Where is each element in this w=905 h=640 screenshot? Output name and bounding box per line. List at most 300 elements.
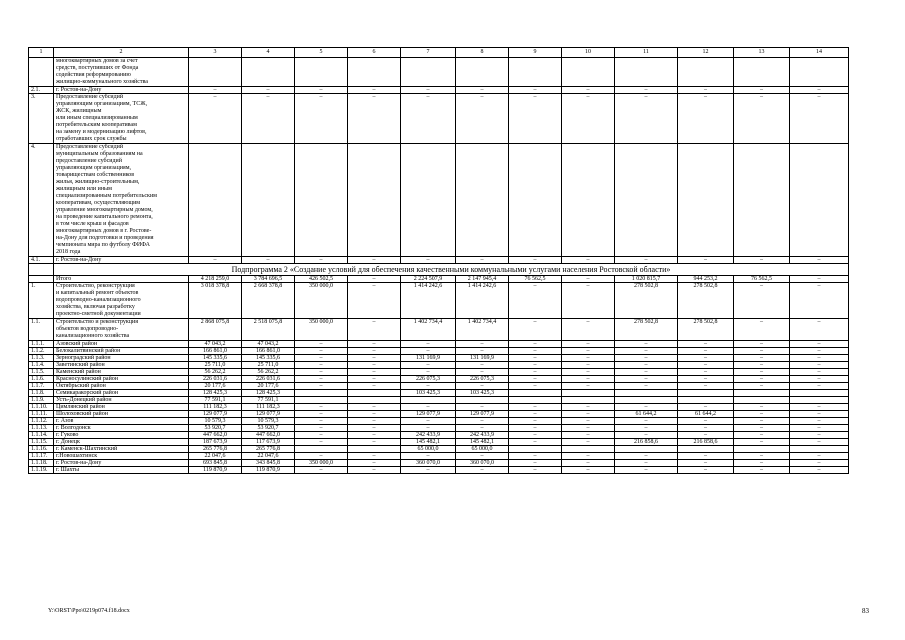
value-cell: – xyxy=(295,257,348,264)
row-number-cell: 1.1.14. xyxy=(29,432,54,439)
value-cell: 65 000,0 xyxy=(401,446,456,453)
value-cell: – xyxy=(678,376,734,383)
value-cell xyxy=(678,446,734,453)
value-cell: – xyxy=(456,467,509,474)
value-cell: 360 070,0 xyxy=(401,460,456,467)
budget-table xyxy=(28,47,849,474)
value-cell: – xyxy=(615,341,678,348)
value-cell xyxy=(615,144,678,257)
row-number-cell: 1.1.2. xyxy=(29,348,54,355)
value-cell: – xyxy=(509,257,562,264)
row-number-cell: 1.1. xyxy=(29,319,54,341)
table-row xyxy=(29,425,849,432)
value-cell: 360 070,0 xyxy=(456,460,509,467)
value-cell: 117 673,9 xyxy=(242,439,295,446)
row-name-cell: Усть-Донецкий район xyxy=(54,397,189,404)
value-cell: – xyxy=(734,404,790,411)
value-cell: – xyxy=(615,453,678,460)
page-number: 83 xyxy=(862,607,869,615)
table-row xyxy=(29,341,849,348)
value-cell: – xyxy=(734,460,790,467)
value-cell: – xyxy=(348,404,401,411)
value-cell: 77 591,1 xyxy=(189,397,242,404)
value-cell: – xyxy=(348,432,401,439)
value-cell: – xyxy=(790,257,849,264)
column-number-cell: 13 xyxy=(734,48,790,58)
subprogram-blank-cell xyxy=(29,264,54,276)
value-cell: – xyxy=(790,460,849,467)
value-cell: 1 402 734,4 xyxy=(456,319,509,341)
value-cell: 128 425,3 xyxy=(242,390,295,397)
value-cell: – xyxy=(509,418,562,425)
row-name-cell: Предоставление субсидий управляющим организациям, ТСЖ, ЖСК, жилищным или иным специализированным потребительским кооперативам на замену и модернизацию лифтов, отработавших срок службы xyxy=(54,94,189,144)
value-cell xyxy=(734,446,790,453)
value-cell xyxy=(790,397,849,404)
table-row xyxy=(29,87,849,94)
value-cell: – xyxy=(509,453,562,460)
row-number-cell: 1.1.9. xyxy=(29,397,54,404)
value-cell: – xyxy=(456,348,509,355)
value-cell: – xyxy=(734,411,790,418)
value-cell: – xyxy=(790,467,849,474)
value-cell: – xyxy=(242,87,295,94)
value-cell: – xyxy=(678,425,734,432)
value-cell: – xyxy=(562,411,615,418)
value-cell: – xyxy=(734,319,790,341)
row-number-cell: 1.1.4. xyxy=(29,362,54,369)
value-cell: – xyxy=(348,383,401,390)
value-cell xyxy=(562,58,615,87)
value-cell: – xyxy=(678,355,734,362)
value-cell: – xyxy=(678,453,734,460)
table-row xyxy=(29,257,849,264)
value-cell xyxy=(562,390,615,397)
value-cell: – xyxy=(734,376,790,383)
value-cell: – xyxy=(678,383,734,390)
value-cell: – xyxy=(295,411,348,418)
value-cell: – xyxy=(509,383,562,390)
value-cell: – xyxy=(509,87,562,94)
value-cell: 343 845,8 xyxy=(242,460,295,467)
value-cell xyxy=(401,144,456,257)
value-cell: – xyxy=(615,467,678,474)
value-cell: 77 591,1 xyxy=(242,397,295,404)
value-cell: – xyxy=(615,460,678,467)
value-cell xyxy=(242,58,295,87)
value-cell: – xyxy=(734,94,790,144)
value-cell: 166 861,0 xyxy=(189,348,242,355)
row-name-cell: Красносулинский район xyxy=(54,376,189,383)
value-cell: 129 077,9 xyxy=(189,411,242,418)
row-number-cell: 1.1.13. xyxy=(29,425,54,432)
value-cell xyxy=(562,144,615,257)
value-cell: 56 262,2 xyxy=(189,369,242,376)
value-cell: – xyxy=(734,257,790,264)
row-name-cell: Каменский район xyxy=(54,369,189,376)
value-cell: 278 502,8 xyxy=(615,283,678,319)
value-cell: – xyxy=(242,257,295,264)
value-cell: – xyxy=(348,257,401,264)
value-cell: 2 668 378,8 xyxy=(242,283,295,319)
value-cell: 22 047,6 xyxy=(242,453,295,460)
row-number-cell: 1.1.17. xyxy=(29,453,54,460)
value-cell: – xyxy=(509,283,562,319)
column-number-cell: 10 xyxy=(562,48,615,58)
value-cell: – xyxy=(348,453,401,460)
row-number-cell: 4.1. xyxy=(29,257,54,264)
value-cell: 166 861,0 xyxy=(242,348,295,355)
table-row xyxy=(29,376,849,383)
value-cell: 76 562,5 xyxy=(509,276,562,283)
row-name-cell: г.Новошахтинск xyxy=(54,453,189,460)
row-name-cell: г. Гуково xyxy=(54,432,189,439)
value-cell: – xyxy=(295,362,348,369)
value-cell xyxy=(678,390,734,397)
row-name-cell: Октябрьский район xyxy=(54,383,189,390)
value-cell: – xyxy=(790,376,849,383)
row-name-cell: Предоставление субсидий муниципальным образованиям на предоставление субсидий управляющим организациям, товариществам собственников жилья, жилищно-строительным, жилищным или иным специализированным потребительским кооперативам, осуществляющим управление многоквартирным домом, на проведение капитального ремонта, в том числе крыш и фасадов многоквартирных домов в г. Ростове- на-Дону для подготовки и проведения чемпионата мира по футболу ФИФА 2018 года xyxy=(54,144,189,257)
value-cell: 103 425,3 xyxy=(456,390,509,397)
value-cell: 47 043,2 xyxy=(189,341,242,348)
value-cell: 242 433,9 xyxy=(456,432,509,439)
value-cell: 145 335,6 xyxy=(242,355,295,362)
value-cell xyxy=(790,144,849,257)
value-cell: 226 075,3 xyxy=(456,376,509,383)
value-cell: 10 579,3 xyxy=(189,418,242,425)
value-cell: – xyxy=(562,376,615,383)
value-cell: 3 784 696,5 xyxy=(242,276,295,283)
value-cell: – xyxy=(615,94,678,144)
value-cell: – xyxy=(734,425,790,432)
row-number-cell: 4. xyxy=(29,144,54,257)
value-cell: – xyxy=(295,467,348,474)
value-cell: – xyxy=(509,432,562,439)
value-cell: 47 043,2 xyxy=(242,341,295,348)
value-cell: – xyxy=(456,257,509,264)
value-cell: – xyxy=(790,439,849,446)
value-cell: 350 000,0 xyxy=(295,319,348,341)
value-cell: – xyxy=(678,418,734,425)
value-cell: – xyxy=(615,418,678,425)
table-row xyxy=(29,283,849,319)
table-row xyxy=(29,453,849,460)
value-cell xyxy=(734,397,790,404)
value-cell: – xyxy=(401,348,456,355)
row-name-cell: г. Каменск-Шахтинский xyxy=(54,446,189,453)
value-cell: – xyxy=(509,425,562,432)
table-row xyxy=(29,58,849,87)
value-cell xyxy=(348,58,401,87)
value-cell: – xyxy=(615,425,678,432)
value-cell: – xyxy=(348,283,401,319)
value-cell: – xyxy=(734,453,790,460)
value-cell: – xyxy=(734,369,790,376)
value-cell: 129 077,9 xyxy=(401,411,456,418)
value-cell: – xyxy=(509,355,562,362)
row-number-cell xyxy=(29,276,54,283)
value-cell xyxy=(734,390,790,397)
value-cell xyxy=(615,58,678,87)
row-number-cell: 1.1.18. xyxy=(29,460,54,467)
value-cell: – xyxy=(678,460,734,467)
value-cell: 242 433,9 xyxy=(401,432,456,439)
value-cell: 129 077,9 xyxy=(242,411,295,418)
value-cell: – xyxy=(562,276,615,283)
value-cell: 145 335,6 xyxy=(189,355,242,362)
value-cell: – xyxy=(734,418,790,425)
value-cell: 2 868 075,8 xyxy=(189,319,242,341)
value-cell xyxy=(509,58,562,87)
row-number-cell: 1.1.11. xyxy=(29,411,54,418)
value-cell: – xyxy=(348,355,401,362)
value-cell: – xyxy=(790,418,849,425)
value-cell: – xyxy=(509,94,562,144)
value-cell: – xyxy=(615,404,678,411)
value-cell xyxy=(456,144,509,257)
value-cell: – xyxy=(295,432,348,439)
value-cell: – xyxy=(562,453,615,460)
value-cell: – xyxy=(790,341,849,348)
value-cell: – xyxy=(509,404,562,411)
subprogram-title: Подпрограмма 2 «Создание условий для обеспечения качественными коммунальными услугами населения Ростовской области» xyxy=(54,264,849,276)
value-cell: 53 920,7 xyxy=(242,425,295,432)
value-cell: 216 858,6 xyxy=(678,439,734,446)
value-cell: – xyxy=(562,362,615,369)
value-cell: 2 147 945,4 xyxy=(456,276,509,283)
value-cell: 1 414 242,6 xyxy=(456,283,509,319)
value-cell: – xyxy=(678,348,734,355)
value-cell: – xyxy=(790,283,849,319)
value-cell: 265 776,8 xyxy=(242,446,295,453)
row-name-cell: многоквартирных домов за счет средств, поступивших от Фонда содействия реформированию жилищно-коммунального хозяйства xyxy=(54,58,189,87)
value-cell xyxy=(562,446,615,453)
value-cell: 145 482,1 xyxy=(401,439,456,446)
table-row xyxy=(29,439,849,446)
column-number-cell: 6 xyxy=(348,48,401,58)
value-cell xyxy=(295,390,348,397)
value-cell: – xyxy=(734,432,790,439)
value-cell: – xyxy=(790,319,849,341)
value-cell: – xyxy=(615,369,678,376)
row-number-cell: 3. xyxy=(29,94,54,144)
value-cell: – xyxy=(509,376,562,383)
value-cell: 944 253,2 xyxy=(678,276,734,283)
value-cell: – xyxy=(456,418,509,425)
value-cell: 278 502,8 xyxy=(678,319,734,341)
value-cell xyxy=(456,58,509,87)
value-cell: – xyxy=(678,432,734,439)
value-cell xyxy=(734,144,790,257)
value-cell: 20 177,6 xyxy=(189,383,242,390)
row-number-cell: 1.1.16. xyxy=(29,446,54,453)
value-cell: – xyxy=(790,362,849,369)
row-name-cell: Заветинский район xyxy=(54,362,189,369)
value-cell: 265 776,8 xyxy=(189,446,242,453)
value-cell: 350 000,0 xyxy=(295,460,348,467)
value-cell: – xyxy=(562,319,615,341)
table-row xyxy=(29,411,849,418)
value-cell xyxy=(348,397,401,404)
value-cell xyxy=(790,58,849,87)
value-cell: – xyxy=(509,362,562,369)
value-cell xyxy=(678,144,734,257)
row-name-cell: г. Ростов-на-Дону xyxy=(54,460,189,467)
value-cell: – xyxy=(562,348,615,355)
value-cell: – xyxy=(295,341,348,348)
row-number-cell: 1.1.6. xyxy=(29,376,54,383)
value-cell: – xyxy=(790,411,849,418)
value-cell xyxy=(348,446,401,453)
value-cell: 2 224 507,9 xyxy=(401,276,456,283)
row-name-cell: Строительство, реконструкция и капитальный ремонт объектов водопроводно-канализационного хозяйства, включая разработку проектно-сметной документации xyxy=(54,283,189,319)
value-cell: – xyxy=(734,383,790,390)
value-cell: – xyxy=(401,404,456,411)
value-cell: – xyxy=(348,341,401,348)
value-cell xyxy=(615,446,678,453)
row-number-cell: 1.1.10. xyxy=(29,404,54,411)
row-name-cell: Азовский район xyxy=(54,341,189,348)
row-number-cell: 1.1.1. xyxy=(29,341,54,348)
value-cell: – xyxy=(678,257,734,264)
value-cell: – xyxy=(678,404,734,411)
row-name-cell: Белокалитвинский район xyxy=(54,348,189,355)
value-cell: – xyxy=(509,319,562,341)
value-cell: – xyxy=(348,411,401,418)
value-cell: – xyxy=(615,432,678,439)
value-cell: – xyxy=(348,87,401,94)
table-row xyxy=(29,446,849,453)
table-row xyxy=(29,355,849,362)
value-cell: – xyxy=(456,341,509,348)
value-cell: – xyxy=(509,439,562,446)
value-cell: 20 177,6 xyxy=(242,383,295,390)
value-cell: – xyxy=(295,369,348,376)
value-cell: – xyxy=(790,453,849,460)
footer-file-path: Y:\ORST\Ppo\0219p074.f18.docx xyxy=(48,608,130,614)
value-cell: – xyxy=(295,425,348,432)
value-cell: 61 644,2 xyxy=(678,411,734,418)
row-number-cell: 1.1.15. xyxy=(29,439,54,446)
value-cell: – xyxy=(615,87,678,94)
value-cell: – xyxy=(509,460,562,467)
value-cell: – xyxy=(734,283,790,319)
value-cell: – xyxy=(295,355,348,362)
value-cell: 129 077,9 xyxy=(456,411,509,418)
value-cell: – xyxy=(348,362,401,369)
value-cell: – xyxy=(734,348,790,355)
value-cell: – xyxy=(295,376,348,383)
row-name-cell: Строительство и реконструкция объектов водопроводно- канализационного хозяйства xyxy=(54,319,189,341)
table-row xyxy=(29,319,849,341)
value-cell: 22 047,6 xyxy=(189,453,242,460)
table-row xyxy=(29,397,849,404)
value-cell xyxy=(295,446,348,453)
value-cell: – xyxy=(790,94,849,144)
value-cell: – xyxy=(242,94,295,144)
value-cell: – xyxy=(678,87,734,94)
value-cell: – xyxy=(562,369,615,376)
table-row xyxy=(29,276,849,283)
value-cell: – xyxy=(189,87,242,94)
value-cell: – xyxy=(790,87,849,94)
value-cell xyxy=(509,390,562,397)
value-cell: – xyxy=(678,369,734,376)
row-name-cell: г. Шахты xyxy=(54,467,189,474)
value-cell: – xyxy=(456,94,509,144)
table-row xyxy=(29,94,849,144)
value-cell: – xyxy=(509,411,562,418)
value-cell: – xyxy=(562,432,615,439)
value-cell: – xyxy=(734,467,790,474)
value-cell: 25 711,0 xyxy=(242,362,295,369)
row-number-cell: 1. xyxy=(29,283,54,319)
value-cell xyxy=(348,390,401,397)
table-row xyxy=(29,383,849,390)
value-cell: – xyxy=(734,341,790,348)
value-cell: – xyxy=(615,362,678,369)
row-number-cell: 1.1.7. xyxy=(29,383,54,390)
value-cell: – xyxy=(562,87,615,94)
value-cell: – xyxy=(562,383,615,390)
value-cell: 693 845,8 xyxy=(189,460,242,467)
value-cell xyxy=(509,397,562,404)
column-number-cell: 12 xyxy=(678,48,734,58)
value-cell: 426 502,5 xyxy=(295,276,348,283)
value-cell: – xyxy=(615,257,678,264)
value-cell: 216 858,6 xyxy=(615,439,678,446)
value-cell: – xyxy=(456,453,509,460)
value-cell: – xyxy=(734,439,790,446)
value-cell: 447 662,0 xyxy=(242,432,295,439)
value-cell: 128 425,3 xyxy=(189,390,242,397)
value-cell: – xyxy=(734,87,790,94)
table-row xyxy=(29,362,849,369)
value-cell: 119 870,9 xyxy=(242,467,295,474)
value-cell: 25 711,0 xyxy=(189,362,242,369)
value-cell: – xyxy=(509,341,562,348)
value-cell: – xyxy=(348,319,401,341)
value-cell: – xyxy=(401,362,456,369)
row-name-cell: г. Донецк xyxy=(54,439,189,446)
value-cell xyxy=(295,58,348,87)
value-cell: 103 425,3 xyxy=(401,390,456,397)
value-cell: – xyxy=(295,87,348,94)
column-number-cell: 9 xyxy=(509,48,562,58)
value-cell: 226 031,6 xyxy=(242,376,295,383)
value-cell: – xyxy=(295,418,348,425)
value-cell: – xyxy=(562,404,615,411)
value-cell: – xyxy=(562,257,615,264)
value-cell: – xyxy=(295,404,348,411)
column-number-cell: 1 xyxy=(29,48,54,58)
value-cell: – xyxy=(295,453,348,460)
value-cell: – xyxy=(678,341,734,348)
value-cell: 53 920,7 xyxy=(189,425,242,432)
value-cell: – xyxy=(562,467,615,474)
table-row xyxy=(29,418,849,425)
value-cell: – xyxy=(348,376,401,383)
value-cell: – xyxy=(790,404,849,411)
value-cell: – xyxy=(562,460,615,467)
value-cell: 1 414 242,6 xyxy=(401,283,456,319)
value-cell: – xyxy=(509,348,562,355)
value-cell: – xyxy=(562,425,615,432)
value-cell: – xyxy=(348,460,401,467)
value-cell: – xyxy=(348,369,401,376)
row-number-cell: 1.1.5. xyxy=(29,369,54,376)
value-cell: – xyxy=(295,348,348,355)
table-row xyxy=(29,348,849,355)
